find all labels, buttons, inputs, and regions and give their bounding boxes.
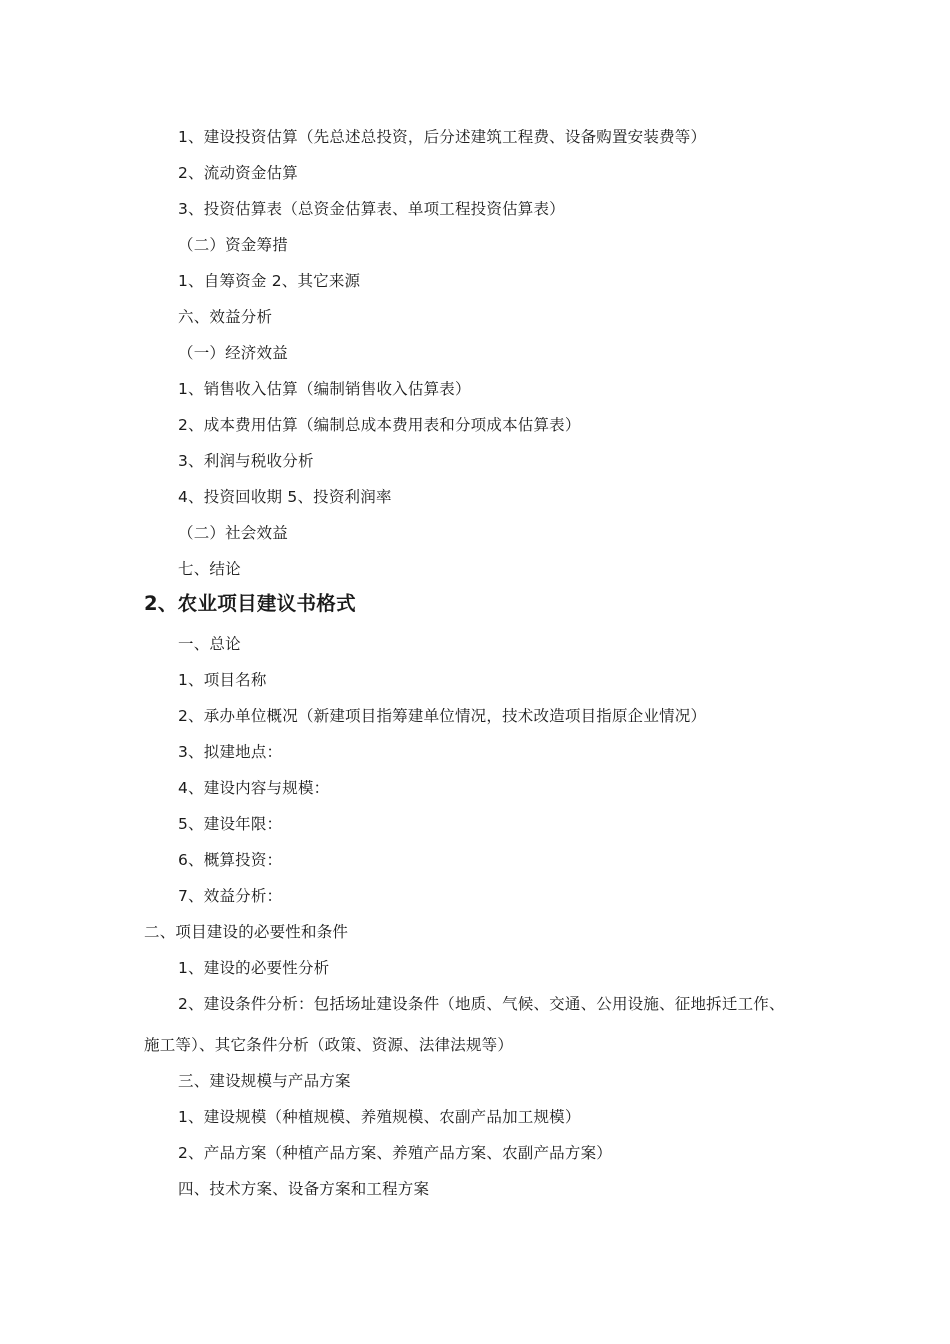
outline-item: 七、结论 [178, 560, 241, 578]
outline-item: 5、建设年限： [178, 815, 283, 833]
outline-item: 2、承办单位概况（新建项目指筹建单位情况，技术改造项目指原企业情况） [178, 707, 707, 725]
outline-item: 2、产品方案（种植产品方案、养殖产品方案、农副产品方案） [178, 1144, 612, 1162]
outline-item: 3、拟建地点： [178, 743, 283, 761]
outline-item: 2、流动资金估算 [178, 164, 298, 182]
outline-item: 1、项目名称 [178, 671, 267, 689]
outline-item: 1、销售收入估算（编制销售收入估算表） [178, 380, 471, 398]
outline-item: 1、建设的必要性分析 [178, 959, 330, 977]
outline-item: （一）经济效益 [178, 344, 288, 362]
outline-item: 1、建设投资估算（先总述总投资，后分述建筑工程费、设备购置安装费等） [178, 128, 707, 146]
outline-item: 二、项目建设的必要性和条件 [144, 923, 349, 941]
outline-item: 3、利润与税收分析 [178, 452, 314, 470]
outline-item: 6、概算投资： [178, 851, 283, 869]
outline-item: 2、建设条件分析：包括场址建设条件（地质、气候、交通、公用设施、征地拆迁工作、 [178, 995, 785, 1013]
outline-item: 1、自筹资金 2、其它来源 [178, 272, 361, 290]
section-heading: 2、农业项目建议书格式 [144, 592, 356, 615]
outline-item: 六、效益分析 [178, 308, 273, 326]
outline-item: 4、投资回收期 5、投资利润率 [178, 488, 392, 506]
outline-item: 7、效益分析： [178, 887, 283, 905]
outline-item: （二）资金筹措 [178, 236, 288, 254]
outline-item: 1、建设规模（种植规模、养殖规模、农副产品加工规模） [178, 1108, 581, 1126]
outline-item: 4、建设内容与规模： [178, 779, 330, 797]
outline-item: 2、成本费用估算（编制总成本费用表和分项成本估算表） [178, 416, 581, 434]
outline-item: 四、技术方案、设备方案和工程方案 [178, 1180, 430, 1198]
outline-item-continuation: 施工等）、其它条件分析（政策、资源、法律法规等） [144, 1036, 514, 1054]
outline-item: 一、总论 [178, 635, 241, 653]
outline-item: （二）社会效益 [178, 524, 288, 542]
outline-item: 三、建设规模与产品方案 [178, 1072, 351, 1090]
outline-item: 3、投资估算表（总资金估算表、单项工程投资估算表） [178, 200, 565, 218]
